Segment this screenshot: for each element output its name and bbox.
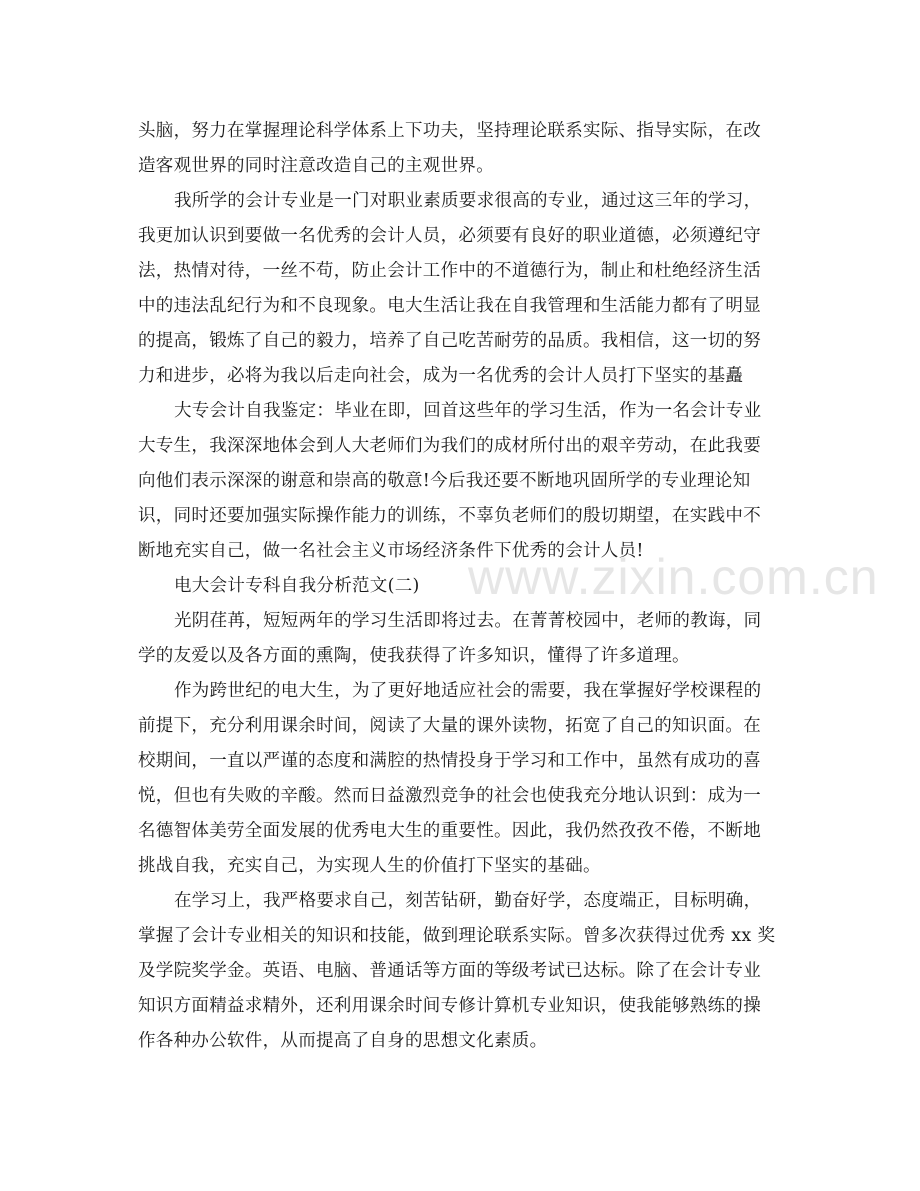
watermark: www.zixin.com.cn xyxy=(468,549,879,605)
text-line: 悦，但也有失败的辛酸。然而日益激烈竞争的社会也使我充分地认识到：成为一 xyxy=(138,786,761,806)
text-line: 名德智体美劳全面发展的优秀电大生的重要性。因此，我仍然孜孜不倦，不断地 xyxy=(138,821,761,841)
paragraph-start-line: 我所学的会计专业是一门对职业素质要求很高的专业，通过这三年的学习， xyxy=(174,191,762,211)
text-line: 的提高，锻炼了自己的毅力，培养了自己吃苦耐劳的品质。我相信，这一切的努 xyxy=(138,331,761,351)
text-line: 向他们表示深深的谢意和崇高的敬意!今后我还要不断地巩固所学的专业理论知 xyxy=(138,471,751,491)
paragraph-start-line: 光阴荏苒，短短两年的学习生活即将过去。在菁菁校园中，老师的教诲，同 xyxy=(174,611,762,631)
text-line: 掌握了会计专业相关的知识和技能，做到理论联系实际。曾多次获得过优秀 xx 奖 xyxy=(138,926,776,946)
text-line: 中的违法乱纪行为和不良现象。电大生活让我在自我管理和生活能力都有了明显 xyxy=(138,296,761,316)
text-line: 校期间，一直以严谨的态度和满腔的热情投身于学习和工作中，虽然有成功的喜 xyxy=(138,751,761,771)
text-line: 挑战自我，充实自己，为实现人生的价值打下坚实的基础。 xyxy=(138,856,601,876)
text-line: 断地充实自己，做一名社会主义市场经济条件下优秀的会计人员! xyxy=(138,541,644,561)
text-line: 法，热情对待，一丝不苟，防止会计工作中的不道德行为，制止和杜绝经济生活 xyxy=(138,261,761,281)
section-heading: 电大会计专科自我分析范文(二) xyxy=(174,576,420,596)
text-line: 前提下，充分利用课余时间，阅读了大量的课外读物，拓宽了自己的知识面。在 xyxy=(138,716,761,736)
paragraph-start-line: 在学习上，我严格要求自己，刻苦钻研，勤奋好学，态度端正，目标明确， xyxy=(174,891,762,911)
text-line: 造客观世界的同时注意改造自己的主观世界。 xyxy=(138,156,494,176)
text-line: 大专生，我深深地体会到人大老师们为我们的成材所付出的艰辛劳动，在此我要 xyxy=(138,436,761,456)
text-line: 及学院奖学金。英语、电脑、普通话等方面的等级考试已达标。除了在会计专业 xyxy=(138,961,761,981)
text-line: 学的友爱以及各方面的熏陶，使我获得了许多知识，懂得了许多道理。 xyxy=(138,646,690,666)
paragraph-start-line: 作为跨世纪的电大生，为了更好地适应社会的需要，我在掌握好学校课程的 xyxy=(174,681,762,701)
text-line: 识，同时还要加强实际操作能力的训练，不辜负老师们的殷切期望，在实践中不 xyxy=(138,506,761,526)
text-line: 作各种办公软件，从而提高了自身的思想文化素质。 xyxy=(138,1031,548,1051)
text-line: 头脑，努力在掌握理论科学体系上下功夫，坚持理论联系实际、指导实际，在改 xyxy=(138,121,761,141)
paragraph-start-line: 大专会计自我鉴定：毕业在即，回首这些年的学习生活，作为一名会计专业 xyxy=(174,401,762,421)
text-line: 力和进步，必将为我以后走向社会，成为一名优秀的会计人员打下坚实的基矗 xyxy=(138,366,744,386)
text-line: 知识方面精益求精外，还利用课余时间专修计算机专业知识，使我能够熟练的操 xyxy=(138,996,761,1016)
text-line: 我更加认识到要做一名优秀的会计人员，必须要有良好的职业道德，必须遵纪守 xyxy=(138,226,761,246)
